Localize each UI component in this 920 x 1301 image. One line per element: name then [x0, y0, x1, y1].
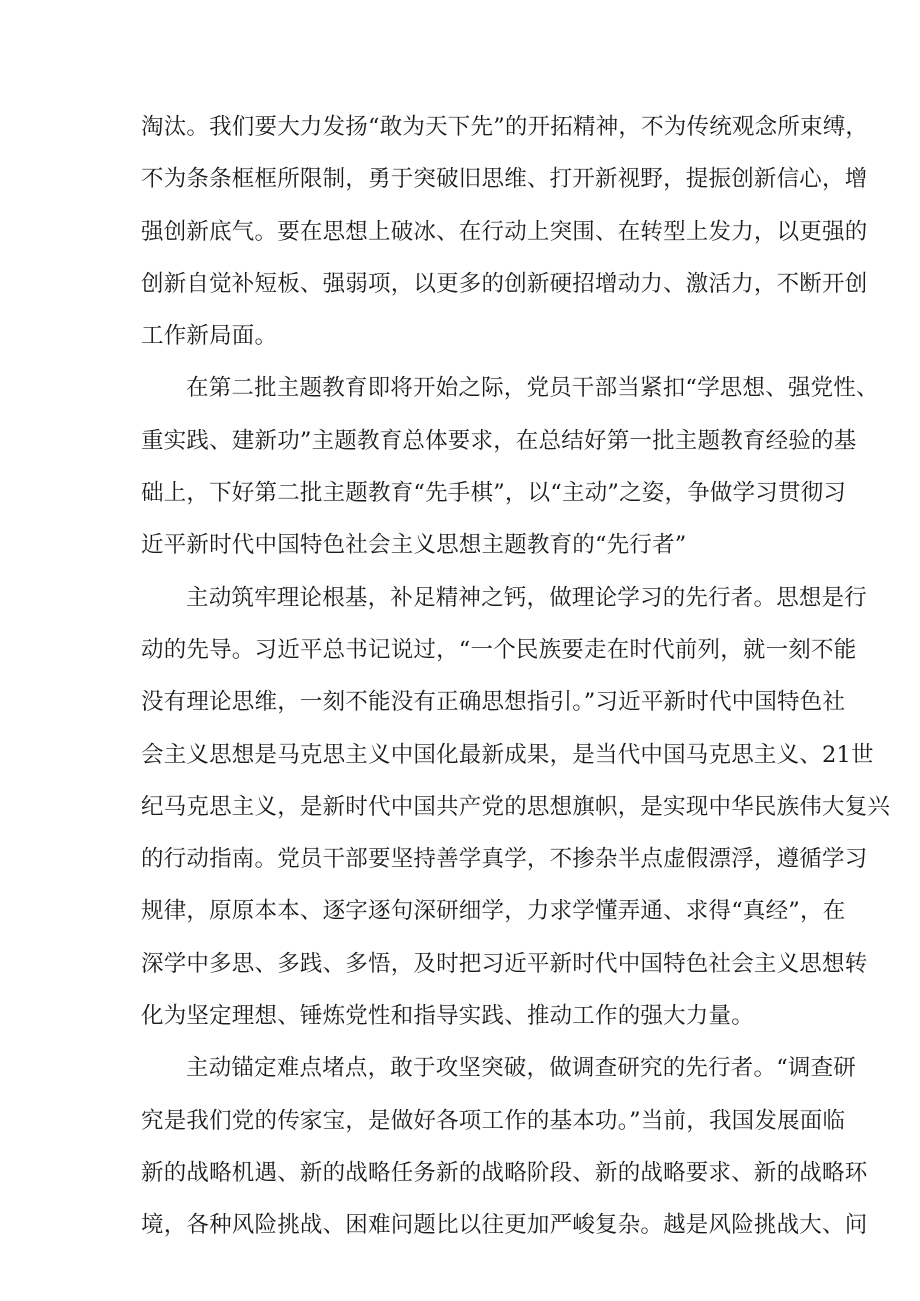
text-line: 深学中多思、多践、多悟，及时把习近平新时代中国特色社会主义思想转 [141, 950, 868, 977]
text-line: 主动筑牢理论根基，补足精神之钙，做理论学习的先行者。思想是行 [186, 584, 868, 611]
text-line: 化为坚定理想、锤炼党性和指导实践、推动工作的强大力量。 [141, 1003, 754, 1030]
text-line: 动的先导。习近平总书记说过，“一个民族要走在时代前列，就一刻不能 [141, 636, 857, 663]
document-body [141, 101, 891, 1252]
text-line: 工作新局面。 [141, 323, 278, 350]
text-line: 重实践、建新功”主题教育总体要求，在总结好第一批主题教育经验的基 [141, 427, 857, 454]
text-line: 近平新时代中国特色社会主义思想主题教育的“先行者” [141, 532, 687, 559]
text-line: 的行动指南。党员干部要坚持善学真学，不掺杂半点虚假漂浮，遵循学习 [141, 846, 868, 873]
text-line: 不为条条框框所限制，勇于突破旧思维、打开新视野，提振创新信心，增 [141, 166, 868, 193]
text-line: 境，各种风险挑战、困难问题比以往更加严峻复杂。越是风险挑战大、问 [141, 1212, 868, 1239]
text-line: 强创新底气。要在思想上破冰、在行动上突围、在转型上发力，以更强的 [141, 218, 868, 245]
text-line: 会主义思想是马克思主义中国化最新成果，是当代中国马克思主义、21世 [141, 741, 874, 768]
text-line: 纪马克思主义，是新时代中国共产党的思想旗帜，是实现中华民族伟大复兴 [141, 793, 891, 820]
text-line: 在第二批主题教育即将开始之际，党员干部当紧扣“学思想、强党性、 [186, 375, 879, 402]
text-line: 主动锚定难点堵点，敢于攻坚突破，做调查研究的先行者。“调查研 [186, 1055, 857, 1082]
text-line: 淘汰。我们要大力发扬“敢为天下先”的开拓精神，不为传统观念所束缚， [141, 114, 869, 140]
text-line: 创新自觉补短板、强弱项，以更多的创新硬招增动力、激活力，不断开创 [141, 270, 868, 297]
text-line: 新的战略机遇、新的战略任务新的战略阶段、新的战略要求、新的战略环 [141, 1159, 868, 1186]
text-line: 规律，原原本本、逐字逐句深研细学，力求学懂弄通、求得“真经”，在 [141, 898, 846, 925]
text-line: 没有理论思维，一刻不能没有正确思想指引。”习近平新时代中国特色社 [141, 689, 846, 716]
text-line: 础上，下好第二批主题教育“先手棋”，以“主动”之姿，争做学习贯彻习 [141, 480, 847, 507]
text-line: 究是我们党的传家宝，是做好各项工作的基本功。”当前，我国发展面临 [141, 1107, 846, 1134]
